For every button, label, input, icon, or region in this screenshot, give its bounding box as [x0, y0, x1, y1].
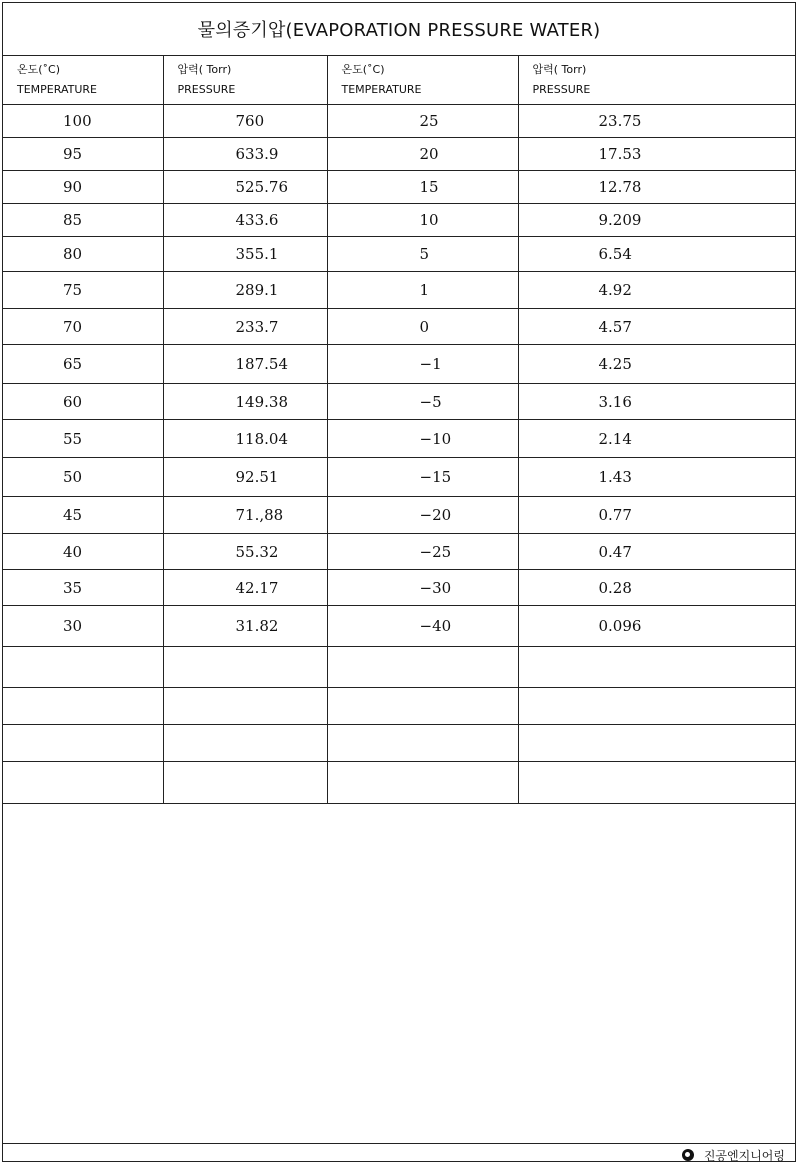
pressure-cell	[518, 420, 795, 458]
header-temperature-1: 온도(˚C) TEMPERATURE	[3, 56, 163, 105]
empty-cell	[3, 647, 163, 688]
cell-value: 100	[63, 112, 92, 130]
cell-value: 5	[419, 245, 430, 263]
footer-divider	[3, 1143, 795, 1144]
cell-value: 4.57	[598, 317, 632, 336]
cell-value: 65	[63, 355, 83, 373]
empty-row	[3, 725, 795, 762]
cell-value: 55.32	[235, 542, 279, 561]
cell-value: 17.53	[598, 145, 642, 163]
temperature-cell	[327, 497, 518, 534]
empty-cell	[518, 762, 795, 804]
pressure-cell	[518, 105, 795, 138]
company-brand	[682, 1146, 785, 1164]
temperature-cell	[327, 171, 518, 204]
pressure-cell	[163, 570, 327, 606]
temperature-cell	[3, 204, 163, 237]
table-row	[3, 420, 795, 458]
cell-value: 50	[63, 468, 83, 486]
table-row	[3, 458, 795, 497]
temperature-cell	[327, 345, 518, 384]
empty-row	[3, 762, 795, 804]
cell-value: 355.1	[235, 245, 279, 263]
empty-cell	[163, 688, 327, 725]
pressure-cell	[518, 204, 795, 237]
pressure-cell	[163, 272, 327, 309]
empty-cell	[518, 725, 795, 762]
table-row	[3, 534, 795, 570]
temperature-cell	[3, 171, 163, 204]
pressure-cell	[163, 606, 327, 647]
empty-cell	[3, 725, 163, 762]
header-pressure-1: 압력( Torr) PRESSURE	[163, 56, 327, 105]
cell-value: 0	[419, 317, 430, 336]
empty-cell	[518, 688, 795, 725]
table-row	[3, 570, 795, 606]
cell-value: 1	[419, 281, 430, 299]
cell-value: −25	[419, 542, 452, 561]
cell-value: 40	[63, 542, 83, 561]
cell-value: −5	[419, 392, 442, 411]
temperature-cell	[327, 309, 518, 345]
header-pressure-2: 압력( Torr) PRESSURE	[518, 56, 795, 105]
cell-value: 633.9	[235, 145, 279, 163]
pressure-cell	[518, 309, 795, 345]
temperature-cell	[327, 420, 518, 458]
cell-value: 118.04	[235, 429, 288, 448]
temperature-cell	[327, 606, 518, 647]
pressure-cell	[518, 138, 795, 171]
cell-value: 23.75	[598, 112, 642, 130]
pressure-cell	[163, 171, 327, 204]
temperature-cell	[327, 237, 518, 272]
cell-value: 0.096	[598, 617, 642, 635]
pressure-cell	[518, 570, 795, 606]
temperature-cell	[3, 105, 163, 138]
pressure-cell	[163, 420, 327, 458]
pressure-cell	[518, 237, 795, 272]
cell-value: 15	[419, 178, 439, 196]
cell-value: 0.47	[598, 542, 632, 561]
empty-cell	[163, 762, 327, 804]
cell-value: 187.54	[235, 355, 288, 373]
cell-value: 70	[63, 317, 83, 336]
pressure-cell	[518, 171, 795, 204]
temperature-cell	[327, 534, 518, 570]
cell-value: 12.78	[598, 178, 642, 196]
pressure-cell	[518, 384, 795, 420]
temperature-cell	[3, 345, 163, 384]
empty-cell	[3, 688, 163, 725]
cell-value: 0.28	[598, 578, 632, 597]
cell-value: 4.92	[598, 281, 632, 299]
empty-row	[3, 688, 795, 725]
empty-cell	[327, 725, 518, 762]
pressure-cell	[163, 384, 327, 420]
cell-value: 35	[63, 578, 83, 597]
temperature-cell	[327, 570, 518, 606]
data-sheet	[2, 2, 796, 1162]
header-temperature-2: 온도(˚C) TEMPERATURE	[327, 56, 518, 105]
empty-cell	[518, 647, 795, 688]
cell-value: 25	[419, 112, 439, 130]
cell-value: 75	[63, 281, 83, 299]
header-row	[3, 56, 795, 105]
cell-value: 2.14	[598, 429, 632, 448]
cell-value: 71.,88	[235, 506, 284, 524]
temperature-cell	[3, 606, 163, 647]
cell-value: 95	[63, 145, 83, 163]
cell-value: 0.77	[598, 506, 632, 524]
temperature-cell	[3, 497, 163, 534]
table-row	[3, 384, 795, 420]
cell-value: −20	[419, 506, 452, 524]
cell-value: 4.25	[598, 355, 632, 373]
pressure-cell	[518, 458, 795, 497]
cell-value: −15	[419, 468, 452, 486]
table-row	[3, 237, 795, 272]
cell-value: 525.76	[235, 178, 288, 196]
empty-cell	[327, 647, 518, 688]
table-row	[3, 309, 795, 345]
cell-value: 90	[63, 178, 83, 196]
company-name: 진공엔지니어링	[703, 1148, 785, 1163]
cell-value: −1	[419, 355, 442, 373]
empty-cell	[163, 647, 327, 688]
empty-row	[3, 647, 795, 688]
table-row	[3, 138, 795, 171]
empty-cell	[163, 725, 327, 762]
pressure-cell	[163, 458, 327, 497]
pressure-cell	[163, 204, 327, 237]
cell-value: 80	[63, 245, 83, 263]
cell-value: 60	[63, 392, 83, 411]
temperature-cell	[327, 204, 518, 237]
empty-cell	[327, 688, 518, 725]
table-row	[3, 606, 795, 647]
temperature-cell	[327, 384, 518, 420]
cell-value: 92.51	[235, 468, 279, 486]
temperature-cell	[3, 420, 163, 458]
table-row	[3, 105, 795, 138]
table-row	[3, 497, 795, 534]
pressure-cell	[163, 497, 327, 534]
cell-value: 233.7	[235, 317, 279, 336]
cell-value: 31.82	[235, 617, 279, 635]
table-row	[3, 204, 795, 237]
cell-value: 42.17	[235, 578, 279, 597]
vapor-pressure-table	[3, 55, 795, 804]
empty-cell	[327, 762, 518, 804]
empty-cell	[3, 762, 163, 804]
cell-value: 3.16	[598, 392, 632, 411]
temperature-cell	[3, 309, 163, 345]
table-row	[3, 345, 795, 384]
temperature-cell	[327, 272, 518, 309]
pressure-cell	[163, 138, 327, 171]
pressure-cell	[163, 309, 327, 345]
pressure-cell	[163, 105, 327, 138]
temperature-cell	[327, 105, 518, 138]
cell-value: 20	[419, 145, 439, 163]
pressure-cell	[518, 534, 795, 570]
pressure-cell	[163, 237, 327, 272]
temperature-cell	[3, 384, 163, 420]
cell-value: 45	[63, 506, 83, 524]
cell-value: 1.43	[598, 468, 632, 486]
temperature-cell	[327, 138, 518, 171]
cell-value: 10	[419, 211, 439, 229]
temperature-cell	[3, 272, 163, 309]
temperature-cell	[3, 458, 163, 497]
temperature-cell	[327, 458, 518, 497]
temperature-cell	[3, 570, 163, 606]
pressure-cell	[518, 606, 795, 647]
pressure-cell	[163, 534, 327, 570]
pressure-cell	[518, 272, 795, 309]
cell-value: −10	[419, 429, 452, 448]
cell-value: 433.6	[235, 211, 279, 229]
cell-value: 760	[235, 112, 265, 130]
cell-value: 55	[63, 429, 83, 448]
temperature-cell	[3, 138, 163, 171]
cell-value: 289.1	[235, 281, 279, 299]
pressure-cell	[518, 345, 795, 384]
pressure-cell	[163, 345, 327, 384]
cell-value: 9.209	[598, 211, 642, 229]
cell-value: 85	[63, 211, 83, 229]
cell-value: −30	[419, 578, 452, 597]
page-title: 물의증기압(EVAPORATION PRESSURE WATER)	[3, 3, 795, 56]
pressure-cell	[518, 497, 795, 534]
cell-value: 6.54	[598, 245, 632, 263]
table-row	[3, 171, 795, 204]
cell-value: −40	[419, 617, 452, 635]
cell-value: 30	[63, 617, 83, 635]
table-row	[3, 272, 795, 309]
cell-value: 149.38	[235, 392, 288, 411]
temperature-cell	[3, 237, 163, 272]
temperature-cell	[3, 534, 163, 570]
circle-logo-icon	[682, 1149, 694, 1161]
